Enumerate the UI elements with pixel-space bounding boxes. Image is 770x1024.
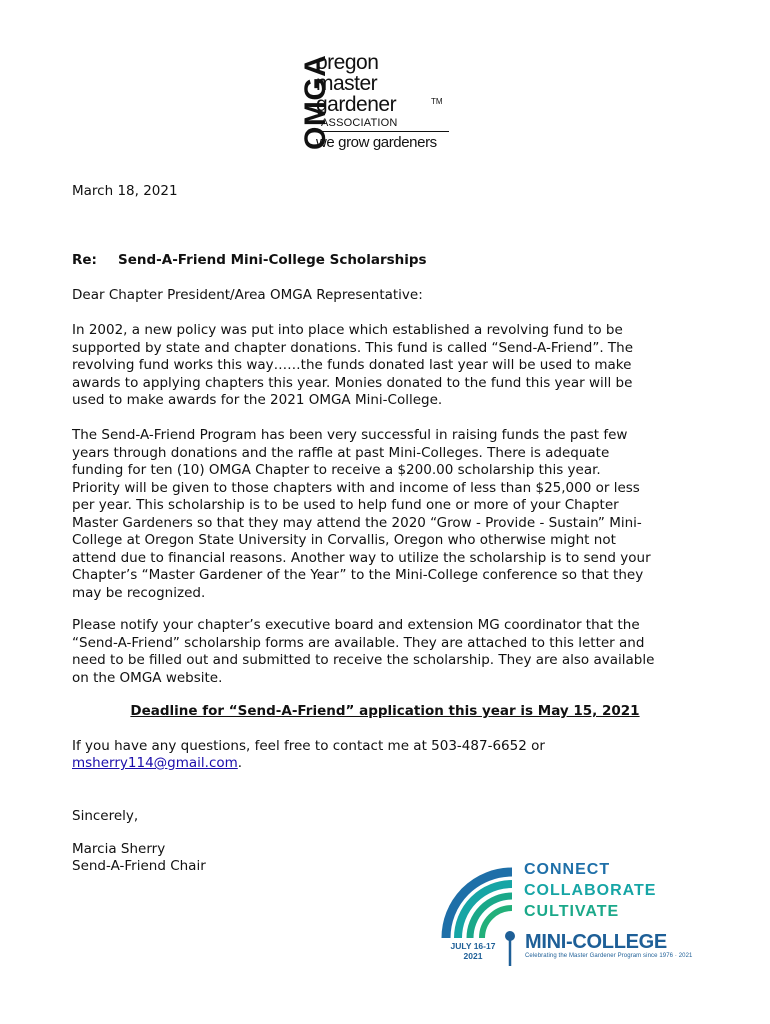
paragraph-line: Master Gardeners so that they may attend the 2020 “Grow - Provide - Sustain” Mini-	[72, 514, 642, 531]
paragraph-line: funding for ten (10) OMGA Chapter to receive a $200.00 scholarship this year.	[72, 462, 601, 478]
mc-name: MINI-COLLEGE	[525, 931, 667, 953]
greeting: Dear Chapter President/Area OMGA Representative:	[72, 287, 423, 303]
paragraph-line: revolving fund works this way……the funds donated last year will be used to make	[72, 357, 632, 373]
paragraph-line: attend due to financial reasons. Another way to utilize the scholarship is to send your	[72, 549, 651, 566]
deadline-notice: Deadline for “Send-A-Friend” application this year is May 15, 2021	[130, 703, 640, 719]
signer-name: Marcia Sherry	[72, 841, 166, 857]
paragraph-1	[72, 322, 712, 410]
mc-tagline: Celebrating the Master Gardener Program since 1976 · 2021	[525, 953, 693, 959]
paragraph-line: per year. This scholarship is to be used to help fund one or more of your Chapter	[72, 497, 619, 513]
omga-logo	[283, 52, 463, 154]
paragraph-line: need to be filled out and submitted to receive the scholarship. They are also available	[72, 652, 655, 668]
paragraph-line: “Send-A-Friend” scholarship forms are available. They are attached to this letter and	[72, 634, 645, 651]
closing: Sincerely,	[72, 808, 139, 824]
paragraph-line: supported by state and chapter donations. This fund is called “Send-A-Friend”. The	[72, 339, 634, 356]
logo-divider	[316, 131, 449, 132]
mc-cultivate: CULTIVATE	[524, 903, 620, 920]
paragraph-line: Priority will be given to those chapters with and income of less than $25,000 or less	[72, 479, 640, 496]
mc-year: 2021	[463, 951, 483, 961]
letter-date: March 18, 2021	[72, 183, 178, 199]
logo-word-master: master	[316, 72, 378, 95]
mc-collaborate: COLLABORATE	[524, 882, 657, 899]
paragraph-line: Chapter’s “Master Gardener of the Year” to the Mini-College conference so that they	[72, 567, 644, 583]
mini-college-logo	[440, 858, 693, 968]
signer-title: Send-A-Friend Chair	[72, 858, 206, 874]
contact-email-line	[72, 755, 242, 773]
logo-word-oregon: oregon	[316, 51, 379, 74]
paragraph-line: on the OMGA website.	[72, 669, 223, 686]
paragraph-line: used to make awards for the 2021 OMGA Mini-College.	[72, 392, 443, 408]
mc-dates: JULY 16-17	[450, 941, 496, 951]
paragraph-line: College at Oregon State University in Corvallis, Oregon who otherwise might not	[72, 532, 616, 548]
mc-connect: CONNECT	[524, 861, 611, 878]
logo-tagline: we grow gardeners	[316, 134, 437, 151]
paragraph-line: Please notify your chapter’s executive board and extension MG coordinator that the	[72, 617, 640, 633]
paragraph-line: awards to applying chapters this year. Monies donated to the fund this year will be	[72, 374, 633, 391]
logo-association: ASSOCIATION	[321, 117, 398, 129]
logo-trademark: TM	[431, 97, 443, 106]
email-period: .	[237, 755, 243, 771]
re-subject: Send-A-Friend Mini-College Scholarships	[118, 252, 427, 268]
paragraph-line: The Send-A-Friend Program has been very successful in raising funds the past few	[72, 427, 628, 443]
re-line	[72, 252, 427, 270]
paragraph-line: In 2002, a new policy was put into place which established a revolving fund to be	[72, 322, 623, 338]
contact-line: If you have any questions, feel free to contact me at 503-487-6652 or	[72, 738, 545, 754]
paragraph-line: years through donations and the raffle at past Mini-Colleges. There is adequate	[72, 444, 610, 461]
paragraph-3	[72, 617, 712, 687]
paragraph-2	[72, 427, 712, 602]
logo-word-gardener: gardener	[316, 93, 397, 116]
omga-monogram: OMGA	[299, 54, 332, 150]
email-link[interactable]: msherry114@gmail.com	[72, 755, 238, 771]
re-label: Re:	[72, 252, 97, 268]
paragraph-line: may be recognized.	[72, 584, 206, 601]
